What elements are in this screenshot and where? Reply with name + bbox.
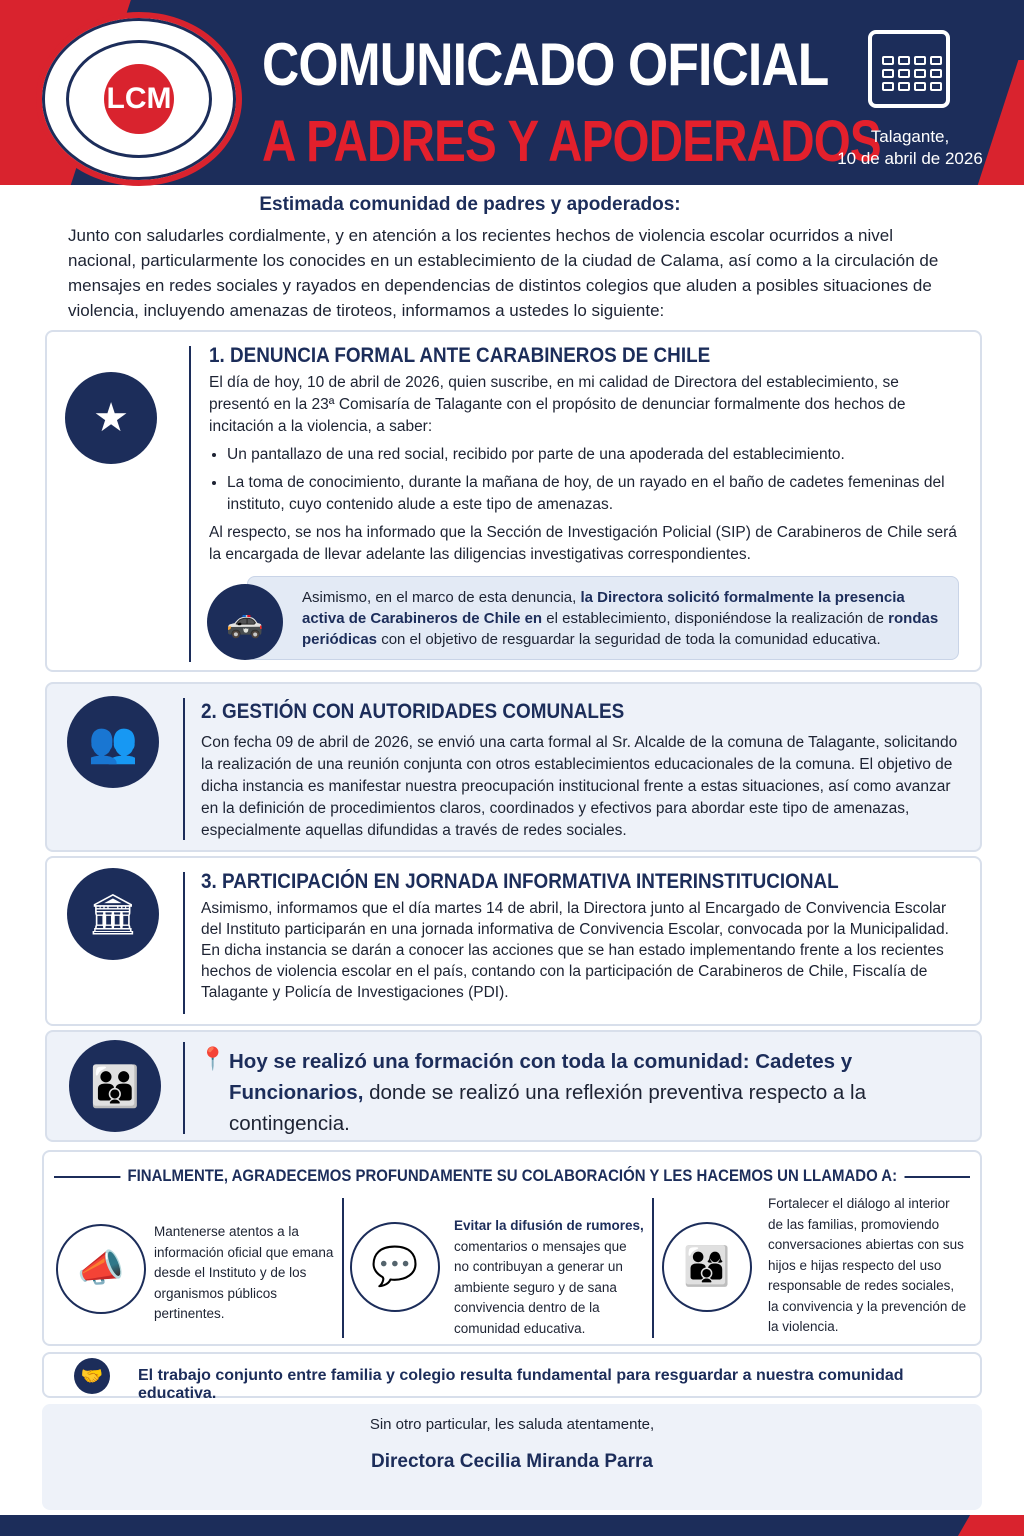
section-title: FINALMENTE, AGRADECEMOS PROFUNDAMENTE SU COLABORACIÓN Y LES HACEMOS UN LLAMADO A:: [120, 1166, 904, 1186]
text: comentarios o mensajes que no contribuyan a generar un ambiente seguro y de sana convivencia dentro de la comunidad educativa.: [454, 1238, 627, 1336]
formation-note: [229, 1046, 889, 1139]
paragraph: En dicha instancia se darán a conocer las acciones que se han estado implementando frente a los recientes hechos de violencia escolar en el país, contando con la participación de Carabineros de Chile, Fiscalía de Talagante y Policía de Investigaciones (PDI).: [201, 942, 944, 1001]
section-title: 1. DENUNCIA FORMAL ANTE CARABINEROS DE CHILE: [209, 344, 711, 367]
school-logo: LCM: [36, 12, 242, 186]
intro-paragraph: Junto con saludarles cordialmente, y en atención a los recientes hechos de violencia escolar ocurridos a nivel nacional, particularmente los conocides en un establecimiento de la ciudad de Calama, así como a la circulación de mensajes en redes sociales y rayados en dependencias de distintos colegios que aluden a posibles situaciones de violencia, incluyendo amenazas de tiroteos, informamos a ustedes lo siguiente:: [68, 226, 939, 320]
section-4: [45, 1030, 982, 1142]
place: Talagante,: [870, 127, 950, 146]
police-car-icon: 🚓: [207, 584, 283, 660]
paragraph: El día de hoy, 10 de abril de 2026, quien suscribe, en mi calidad de Directora del establecimiento, se presentó en la 23ª Comisaría de Talagante con el propósito de denunciar formalmente dos hechos de incitación a la violencia, a saber:: [209, 374, 906, 435]
family-icon: 👨‍👩‍👦: [662, 1222, 752, 1312]
page-title: COMUNICADO OFICIAL: [262, 31, 829, 98]
megaphone-icon: 📣: [56, 1224, 146, 1314]
banner: [42, 1352, 982, 1402]
location-pin-icon: 📍: [199, 1046, 227, 1071]
callout: [247, 576, 959, 660]
bullet-item: • Un pantallazo de una red social, recibido por parte de una apoderada del establecimiento.: [227, 444, 959, 466]
greeting: Estimada comunidad de padres y apoderados:: [259, 194, 681, 215]
section-title: 2. GESTIÓN CON AUTORIDADES COMUNALES: [201, 700, 625, 723]
text: con el objetivo de resguardar la seguridad de toda la comunidad educativa.: [377, 631, 881, 648]
banner-text: El trabajo conjunto entre familia y colegio resulta fundamental para resguardar a nuestra comunidad educativa.: [138, 1367, 904, 1402]
text: donde se realizó una reflexión preventiva respecto a la contingencia.: [229, 1081, 866, 1135]
section-body: [201, 898, 961, 1003]
paragraph: Al respecto, se nos ha informado que la Sección de Investigación Policial (SIP) de Carabineros de Chile será la encargada de llevar adelante las diligencias investigativas correspondientes.: [209, 524, 957, 563]
section-1: [45, 330, 982, 672]
final-call-section: [42, 1150, 982, 1346]
section-body: Con fecha 09 de abril de 2026, se envió una carta formal al Sr. Alcalde de la comuna de Talagante, solicitando la realización de una reunión conjunta con otros establecimientos educacionales de la comuna. El objetivo de dicha instancia es manifestar nuestra preocupación institucional frente a estas situaciones, así como avanzar en la definición de procedimientos claros, coordinados y efectivos para abordar este tipo de amenazas, especialmente aquellas difundidas a través de redes sociales.: [201, 734, 958, 839]
section-2: [45, 682, 982, 852]
text: Hoy se realizó una formación con toda la comunidad: Cadetes y Funcionarios,: [229, 1050, 853, 1104]
closing: Sin otro particular, les saluda atentamente,: [369, 1416, 655, 1433]
group-chat-icon: 💬: [350, 1222, 440, 1312]
police-badge-icon: ★: [65, 372, 157, 464]
text: el establecimiento, disponiéndose la realización de: [542, 610, 889, 627]
bullet-item: • La toma de conocimiento, durante la mañana de hoy, de un rayado en el baño de cadetes femeninas del instituto, cuyo contenido alude a este tipo de amenazas.: [227, 472, 959, 516]
text: rondas periódicas: [302, 610, 939, 648]
community-icon: 👪: [69, 1040, 161, 1132]
calendar-icon: [868, 30, 950, 108]
call-item: Mantenerse atentos a la información oficial que emana desde el Instituto y de los organismos públicos pertinentes.: [154, 1224, 334, 1321]
call-item: [454, 1216, 644, 1339]
section-3: [45, 856, 982, 1026]
call-item: Fortalecer el diálogo al interior de las familias, promoviendo conversaciones abiertas con sus hijos e hijas respecto del uso responsable de redes sociales, la convivencia y la prevención de la violencia.: [768, 1196, 967, 1334]
date-block: [820, 126, 1000, 170]
institution-icon: 🏛: [67, 868, 159, 960]
text: Asimismo, en el marco de esta denuncia,: [302, 589, 581, 606]
section-body: [209, 372, 959, 566]
section-title: 3. PARTICIPACIÓN EN JORNADA INFORMATIVA INTERINSTITUCIONAL: [201, 870, 839, 893]
handshake-icon: 🤝: [74, 1358, 110, 1394]
footer-stripe: [0, 1515, 1024, 1536]
date: 10 de abril de 2026: [837, 149, 983, 168]
text: la Directora solicitó formalmente la presencia activa de Carabineros de Chile en: [302, 589, 905, 627]
signature: Directora Cecilia Miranda Parra: [371, 1451, 653, 1472]
text: Evitar la difusión de rumores,: [454, 1218, 644, 1233]
signature-block: [42, 1404, 982, 1510]
page-subtitle: A PADRES Y APODERADOS: [262, 109, 881, 174]
paragraph: Asimismo, informamos que el día martes 14 de abril, la Directora junto al Encargado de Convivencia Escolar del Instituto participarán en una jornada informativa de Convivencia Escolar, convocada por la Municipalidad.: [201, 900, 949, 938]
meeting-icon: 👥: [67, 696, 159, 788]
